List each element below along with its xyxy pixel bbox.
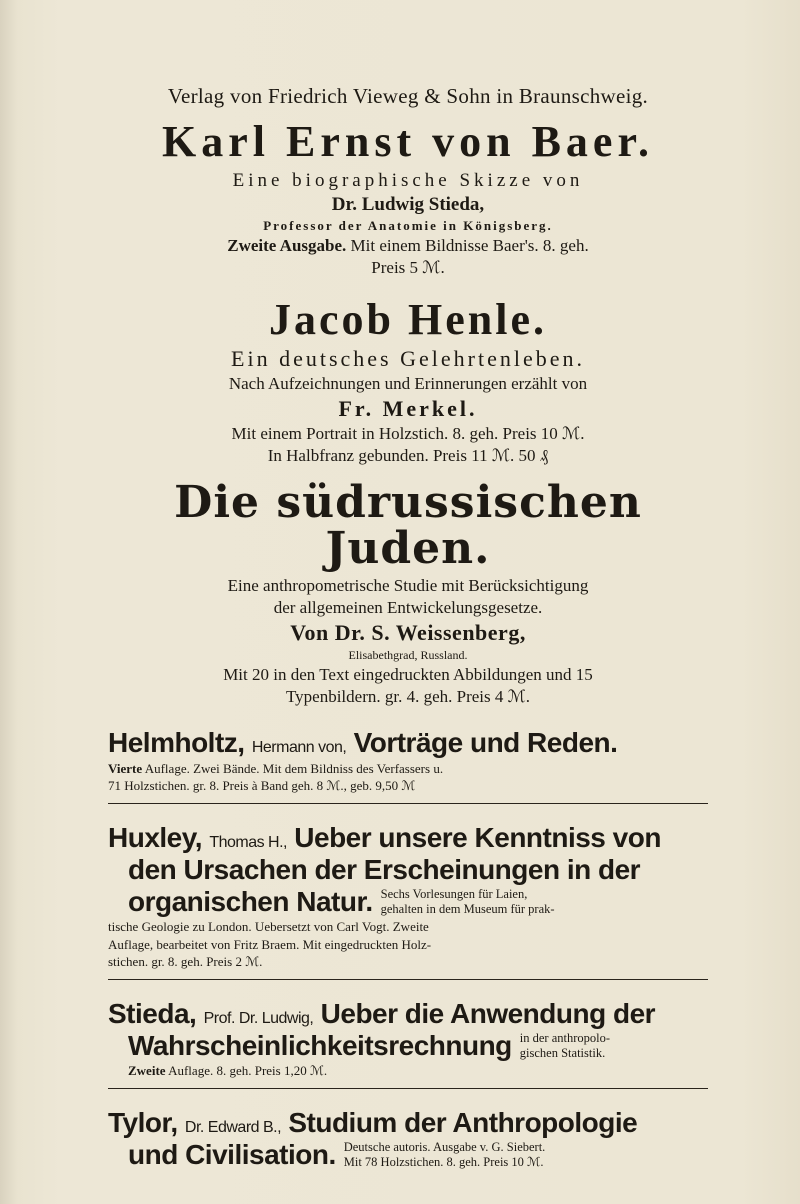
henle-line3: In Halbfranz gebunden. Preis 11 ℳ. 50 ₰ bbox=[267, 445, 549, 465]
baer-title: Karl Ernst von Baer. bbox=[162, 117, 654, 166]
baer-details bbox=[108, 236, 708, 256]
stieda-side bbox=[520, 1031, 610, 1061]
entry-henle bbox=[108, 296, 708, 466]
baer-details-text: Mit einem Bildnisse Baer's. 8. geh. bbox=[350, 235, 589, 255]
tylor-first: Dr. Edward B., bbox=[184, 1118, 282, 1136]
helmholtz-name: Helmholtz, bbox=[108, 727, 245, 759]
stieda-side1: in der anthropolo- bbox=[519, 1031, 611, 1046]
helmholtz-title: Vorträge und Reden. bbox=[353, 727, 618, 759]
baer-author: Dr. Ludwig Stieda, bbox=[331, 193, 485, 215]
baer-subtitle: Eine biographische Skizze von bbox=[232, 169, 584, 191]
tylor-side bbox=[344, 1140, 546, 1170]
huxley-title3-row bbox=[108, 886, 708, 918]
juden-line2: der allgemeinen Entwickelungsgesetze. bbox=[273, 598, 543, 618]
henle-author: Fr. Merkel. bbox=[338, 395, 478, 421]
huxley-name: Huxley, bbox=[108, 821, 203, 853]
baer-price: Preis 5 ℳ. bbox=[371, 257, 445, 277]
henle-line2: Mit einem Portrait in Holzstich. 8. geh. Preis 10 ℳ. bbox=[231, 423, 585, 443]
baer-details-bold: Zweite Ausgabe. bbox=[227, 235, 347, 255]
henle-subtitle: Ein deutsches Gelehrtenleben. bbox=[231, 345, 585, 371]
huxley-side2: gehalten in dem Museum für prak- bbox=[380, 902, 555, 917]
entry-huxley bbox=[108, 822, 708, 980]
stieda-name: Stieda, bbox=[108, 997, 197, 1029]
stieda-side2: gischen Statistik. bbox=[519, 1046, 606, 1061]
helmholtz-details bbox=[108, 760, 708, 795]
juden-line1: Eine anthropometrische Studie mit Berücksichtigung bbox=[227, 576, 589, 596]
huxley-header1 bbox=[108, 822, 708, 854]
helmholtz-line2: 71 Holzstichen. gr. 8. Preis à Band geh. 8 ℳ., geb. 9,50 ℳ bbox=[108, 778, 416, 794]
publisher-line: Verlag von Friedrich Vieweg & Sohn in Braunschweig. bbox=[167, 84, 649, 108]
helmholtz-first: Hermann von, bbox=[251, 739, 347, 757]
stieda-title1: Ueber die Anwendung der bbox=[320, 997, 656, 1029]
stieda-details bbox=[108, 1062, 708, 1080]
huxley-details bbox=[108, 918, 708, 971]
entry-helmholtz bbox=[108, 727, 708, 803]
helmholtz-line1: Auflage. Zwei Bände. Mit dem Bildniss des Verfassers u. bbox=[144, 760, 444, 776]
tylor-header1 bbox=[108, 1107, 708, 1139]
henle-line1: Nach Aufzeichnungen und Erinnerungen erzählt von bbox=[228, 373, 588, 393]
stieda-line1: Auflage. 8. geh. Preis 1,20 ℳ. bbox=[168, 1063, 328, 1079]
huxley-first: Thomas H., bbox=[209, 833, 287, 851]
huxley-line1: tische Geologie zu London. Uebersetzt von Carl Vogt. Zweite bbox=[108, 919, 429, 935]
juden-title: Die südrussischen Juden. bbox=[174, 476, 642, 575]
entry-stieda bbox=[108, 998, 708, 1089]
huxley-line3: stichen. gr. 8. geh. Preis 2 ℳ. bbox=[108, 954, 263, 970]
entry-tylor bbox=[108, 1107, 708, 1179]
baer-author-role: Professor der Anatomie in Königsberg. bbox=[263, 217, 553, 233]
advertisement-page bbox=[108, 84, 708, 1179]
huxley-side1: Sechs Vorlesungen für Laien, bbox=[380, 887, 528, 902]
huxley-line2: Auflage, bearbeitet von Fritz Braem. Mit eingedruckten Holz- bbox=[108, 936, 432, 952]
stieda-first: Prof. Dr. Ludwig, bbox=[203, 1009, 314, 1027]
helmholtz-line1-bold: Vierte bbox=[108, 760, 143, 776]
juden-line4: Typenbildern. gr. 4. geh. Preis 4 ℳ. bbox=[285, 687, 531, 707]
tylor-side2: Mit 78 Holzstichen. 8. geh. Preis 10 ℳ. bbox=[343, 1155, 544, 1170]
entry-baer bbox=[108, 117, 708, 278]
juden-line3: Mit 20 in den Text eingedruckten Abbildungen und 15 bbox=[223, 665, 593, 685]
tylor-title2-row bbox=[108, 1139, 708, 1171]
huxley-title2: den Ursachen der Erscheinungen in der bbox=[128, 853, 641, 885]
tylor-title2: und Civilisation. bbox=[128, 1138, 336, 1170]
tylor-name: Tylor, bbox=[108, 1106, 178, 1138]
juden-author: Von Dr. S. Weissenberg, bbox=[290, 620, 526, 646]
stieda-title2: Wahrscheinlichkeitsrechnung bbox=[128, 1030, 512, 1062]
huxley-side bbox=[381, 887, 555, 917]
tylor-title1: Studium der Anthropologie bbox=[288, 1106, 638, 1138]
huxley-title3: organischen Natur. bbox=[128, 886, 373, 918]
entry-juden bbox=[108, 476, 708, 707]
juden-place: Elisabethgrad, Russland. bbox=[348, 648, 468, 663]
helmholtz-header bbox=[108, 727, 708, 759]
henle-title: Jacob Henle. bbox=[269, 294, 547, 344]
stieda-header1 bbox=[108, 998, 708, 1030]
stieda-title2-row bbox=[108, 1030, 708, 1062]
stieda-line1-bold: Zweite bbox=[128, 1063, 166, 1079]
tylor-side1: Deutsche autoris. Ausgabe v. G. Siebert. bbox=[343, 1140, 546, 1155]
huxley-title1: Ueber unsere Kenntniss von bbox=[294, 821, 661, 853]
